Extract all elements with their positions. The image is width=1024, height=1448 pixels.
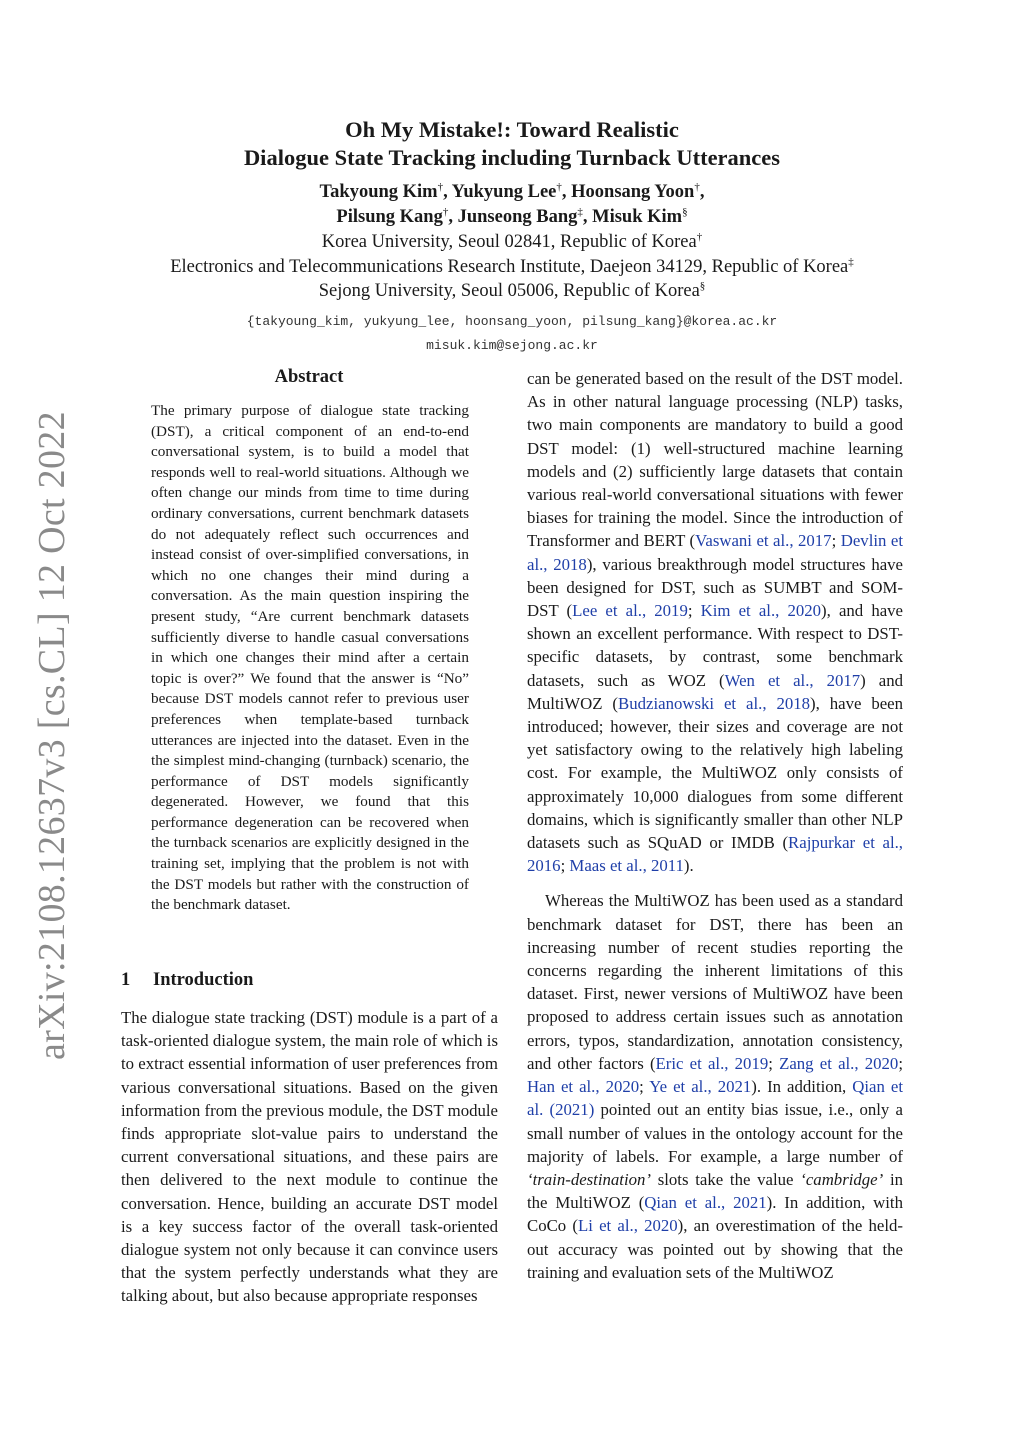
text-run: in the MultiWOZ (	[527, 1169, 904, 1213]
author-name: Yukyung Lee	[451, 182, 557, 202]
citation-link[interactable]: Zang et al., 2020	[779, 1053, 899, 1073]
email-block	[100, 310, 924, 358]
section-title: Introduction	[153, 970, 254, 990]
affiliation	[100, 255, 924, 280]
author-mark: †	[442, 206, 449, 218]
author-line-1	[100, 180, 924, 205]
affiliation	[100, 279, 924, 304]
author-mark: †	[556, 181, 562, 193]
author-sep: ,	[443, 182, 452, 202]
author-mark: ‡	[577, 206, 583, 218]
author-line-2	[100, 205, 924, 230]
intro-left-column	[121, 1006, 498, 1308]
affiliation-text: Sejong University, Seoul 05006, Republic of Korea	[318, 281, 700, 301]
author-mark: §	[682, 206, 688, 218]
citation-link[interactable]: Qian et al. (2021)	[527, 1077, 903, 1120]
email-line-1: {takyoung_kim, yukyung_lee, hoonsang_yoon, pilsung_kang}@korea.ac.kr	[246, 314, 778, 329]
italic-term: ‘train-destination’	[527, 1169, 651, 1189]
author-name: Pilsung Kang	[336, 207, 443, 227]
author-list	[100, 180, 924, 230]
arxiv-identifier: arXiv:2108.12637v3 [cs.CL] 12 Oct 2022	[31, 411, 73, 1060]
citation-link[interactable]: Vaswani et al., 2017	[695, 531, 832, 551]
text-run: ;	[768, 1053, 780, 1073]
author-sep: ,	[582, 207, 593, 227]
text-run: ), an overestimation of the held-out accuracy was pointed out by showing that the training and evaluation sets of the MultiWOZ	[527, 1216, 903, 1282]
text-run: slots take the value	[650, 1169, 801, 1189]
author-name: Misuk Kim	[592, 207, 683, 227]
text-run: ) and MultiWOZ (	[527, 670, 903, 713]
author-name: Junseong Bang	[457, 207, 578, 227]
author-name: Hoonsang Yoon	[571, 182, 695, 202]
text-run: ;	[560, 856, 570, 876]
section-number: 1	[121, 970, 131, 990]
citation-link[interactable]: Kim et al., 2020	[700, 601, 822, 621]
intro-paragraph-3	[527, 889, 903, 1283]
citation-link[interactable]: Rajpurkar et al., 2016	[527, 833, 903, 876]
text-run: ;	[898, 1053, 903, 1073]
intro-paragraph-1: The dialogue state tracking (DST) module is a part of a task-oriented dialogue system, the main role of which is to extract essential information of user preferences from various conversational situations. Based on the given information from the previous module, the DST module finds appropriate slot-value pairs to understand the current conversational situations, and these pairs are then delivered to the next module to continue the conversation. Hence, building an accurate DST model is a key success factor of the overall task-oriented dialogue system not only because it can convince users that the system perfectly understands what they are talking about, but also because appropriate responses	[121, 1008, 498, 1306]
intro-paragraph-2	[527, 367, 903, 877]
abstract-heading: Abstract	[274, 367, 344, 387]
author-sep: ,	[448, 207, 458, 227]
affiliation	[100, 230, 924, 255]
text-run: ;	[831, 531, 841, 551]
title-line-2: Dialogue State Tracking including Turnback Utterances	[243, 145, 781, 170]
citation-link[interactable]: Qian et al., 2021	[644, 1193, 767, 1213]
text-run: pointed out an entity bias issue, i.e., only a small number of values in the ontology account for the majority of labels. For example, a large number of	[527, 1100, 903, 1166]
abstract-body	[151, 401, 469, 916]
citation-link[interactable]: Wen et al., 2017	[724, 670, 861, 690]
author-sep: ,	[699, 182, 705, 202]
affiliation-mark: §	[699, 280, 706, 292]
affiliation-text: Korea University, Seoul 02841, Republic of Korea	[321, 232, 697, 252]
text-run: ;	[687, 601, 701, 621]
citation-link[interactable]: Budzianowski et al., 2018	[618, 693, 811, 713]
affiliation-mark: ‡	[848, 255, 854, 268]
text-run: ), have been introduced; however, their sizes and coverage are not yet satisfactory owing to the relatively high labeling cost. For example, the MultiWOZ only consists of approximately 10,000 dialogues from some different domains, which is significantly smaller than other NLP datasets such as SQuAD or IMDB (	[527, 693, 904, 853]
text-run: Whereas the MultiWOZ has been used as a standard benchmark dataset for DST, there has been an increasing number of recent studies reporting the concerns regarding the inherent limitations of this dataset. First, newer versions of MultiWOZ have been proposed to address certain issues such as annotation errors, typos, standardization, annotation consistency, and other factors (	[527, 891, 903, 1073]
text-run: ). In addition,	[751, 1077, 853, 1097]
text-run: can be generated based on the result of the DST model. As in other natural language processing (NLP) tasks, two main components are mandatory to build a good DST model: (1) well-structured machine learning models and (2) sufficiently large datasets that contain various real-world conversational situations with fewer biases for training the model. Since the introduction of Transformer and BERT (	[527, 369, 903, 551]
text-run: ), and have shown an excellent performance. With respect to DST-specific datasets, by contrast, some benchmark datasets, such as WOZ (	[527, 601, 903, 690]
author-name: Takyoung Kim	[319, 182, 438, 202]
title-line-1: Oh My Mistake!: Toward Realistic	[345, 117, 679, 142]
citation-link[interactable]: Maas et al., 2011	[569, 856, 684, 876]
citation-link[interactable]: Han et al., 2020	[527, 1077, 640, 1097]
intro-right-column	[527, 367, 903, 1284]
email-line-2: misuk.kim@sejong.ac.kr	[426, 338, 598, 353]
author-sep: ,	[561, 182, 572, 202]
section-heading-introduction	[121, 970, 253, 991]
author-mark: †	[437, 181, 444, 193]
affiliation-list	[100, 230, 924, 304]
italic-term: ‘cambridge’	[800, 1169, 884, 1189]
affiliation-mark: †	[696, 231, 703, 243]
text-run: ).	[683, 856, 694, 876]
citation-link[interactable]: Eric et al., 2019	[655, 1053, 769, 1073]
citation-link[interactable]: Devlin et al., 2018	[527, 531, 903, 574]
citation-link[interactable]: Ye et al., 2021	[649, 1077, 752, 1097]
abstract-text: The primary purpose of dialogue state tracking (DST), a critical component of an end-to-end conversational system, is to build a model that responds well to real-world situations. Although we often change our minds from time to time during ordinary conversations, current benchmark datasets do not adequately reflect such occurrences and instead consist of over-simplified conversations, in which no one changes their mind during a conversation. As the main question inspiring the present study, “Are current benchmark datasets sufficiently diverse to handle casual conversations in which one changes their mind after a certain topic is over?” We found that the answer is “No” because DST models cannot refer to previous user preferences when template-based turnback utterances are injected into the dataset. Even in the the simplest mind-changing (turnback) scenario, the performance of DST models significantly degenerated. However, we found that this performance degeneration can be recovered when the turnback scenarios are explicitly designed in the training set, implying that the problem is not with the DST models but rather with the construction of the benchmark dataset.	[151, 402, 469, 914]
text-run: ;	[639, 1077, 650, 1097]
citation-link[interactable]: Lee et al., 2019	[572, 601, 688, 621]
paper-title	[100, 116, 924, 172]
citation-link[interactable]: Li et al., 2020	[577, 1216, 678, 1236]
text-run: ), various breakthrough model structures have been designed for DST, such as SUMBT and SOM-DST (	[527, 554, 904, 621]
author-mark: †	[694, 181, 700, 193]
affiliation-text: Electronics and Telecommunications Research Institute, Daejeon 34129, Republic of Korea	[170, 256, 849, 277]
text-run: ). In addition, with CoCo (	[527, 1193, 903, 1236]
